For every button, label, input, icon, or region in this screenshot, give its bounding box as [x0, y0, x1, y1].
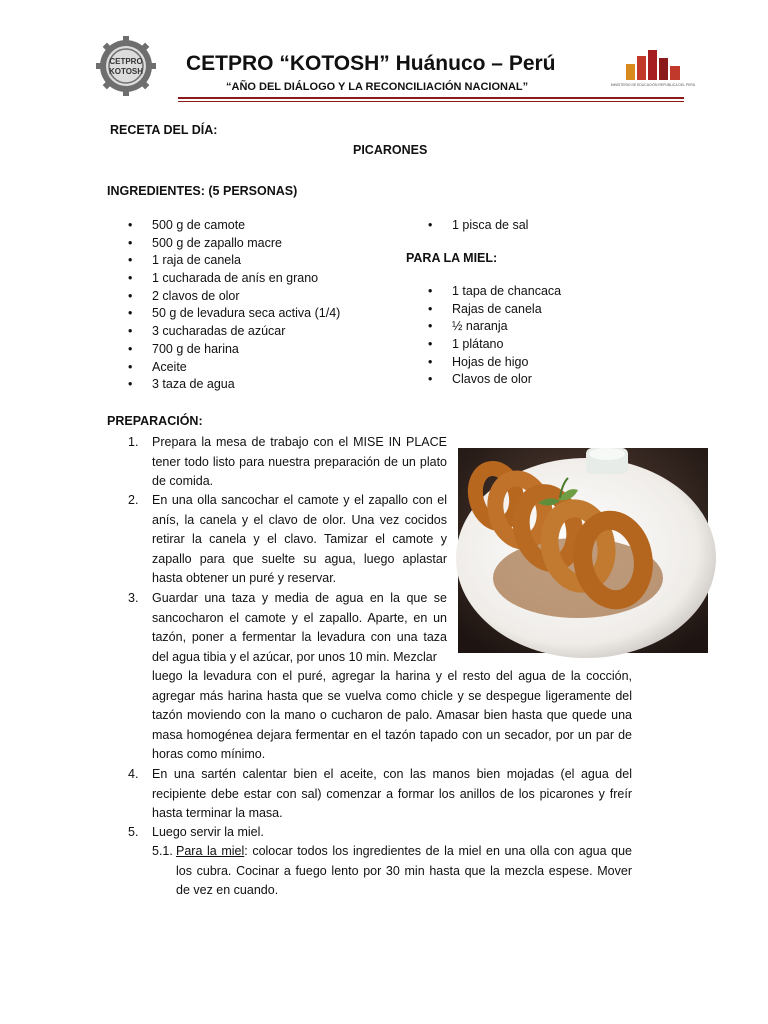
- step-text: En una olla sancochar el camote y el zapallo con el anís, la canela y el clavo de olor. Una vez cocidos retirar la canela y el clavo. Tamizar el camote y zapallo para que suelte su agua, luego aplastar hasta obtener un puré y reservar.: [152, 493, 447, 585]
- list-item: • Clavos de olor: [428, 371, 561, 389]
- page-subtitle: “AÑO DEL DIÁLOGO Y LA RECONCILIACIÓN NACIONAL”: [226, 81, 529, 93]
- step-number: 5.: [128, 825, 139, 839]
- substep-body: : colocar todos los ingredientes de la miel en una olla con agua que los cubra. Cocinar a fuego lento por 30 min hasta que la mezcla espese. Mover de vez en cuando.: [176, 844, 632, 897]
- step-text: Prepara la mesa de trabajo con el MISE IN PLACE tener todo listo para nuestra preparación de un plato de comida.: [152, 435, 447, 488]
- step-number: 4.: [128, 767, 139, 781]
- logo-left-text-1: CETPRO: [109, 57, 143, 66]
- list-item: • 700 g de harina: [128, 341, 340, 359]
- list-item: • ½ naranja: [428, 318, 561, 336]
- list-item: • 1 cucharada de anís en grano: [128, 270, 340, 288]
- list-item: • 1 raja de canela: [128, 252, 340, 270]
- ingredients-heading: INGREDIENTES: (5 PERSONAS): [107, 184, 298, 198]
- picarones-photo: [458, 448, 708, 653]
- step-text: Luego servir la miel.: [152, 825, 264, 839]
- list-item: • 2 clavos de olor: [128, 288, 340, 306]
- list-item: • 500 g de zapallo macre: [128, 235, 340, 253]
- list-item: • 3 cucharadas de azúcar: [128, 323, 340, 341]
- step-number: 2.: [128, 493, 139, 507]
- honey-ingredients-list: [428, 283, 561, 389]
- list-item: • 1 tapa de chancaca: [428, 283, 561, 301]
- list-item: • 500 g de camote: [128, 217, 340, 235]
- preparation-heading: PREPARACIÓN:: [107, 414, 203, 428]
- list-item: • Aceite: [128, 359, 340, 377]
- step-number: 1.: [128, 435, 139, 449]
- ministry-logo: [610, 48, 696, 92]
- recipe-label: RECETA DEL DÍA:: [110, 123, 218, 137]
- recipe-name: PICARONES: [353, 143, 428, 157]
- logo-left-text-2: KOTOSH: [108, 67, 144, 76]
- list-item: • Hojas de higo: [428, 354, 561, 372]
- page-title: CETPRO “KOTOSH” Huánuco – Perú: [186, 52, 556, 75]
- honey-heading: PARA LA MIEL:: [406, 251, 498, 265]
- step-text: En una sartén calentar bien el aceite, con las manos bien mojadas (el agua del recipiente debe estar con sal) comenzar a formar los anillos de los picarones y freír hasta terminar la masa.: [152, 767, 632, 820]
- substep-number: 5.1.: [152, 844, 173, 858]
- ingredients-list-2: [428, 217, 528, 235]
- list-item: • 1 plátano: [428, 336, 561, 354]
- ministry-caption: MINISTERIO DE EDUCACIÓN REPÚBLICA DEL PERÚ: [610, 83, 696, 87]
- list-item: • 1 pisca de sal: [428, 217, 528, 235]
- step-text: Guardar una taza y media de agua en la que se sancocharon el camote y el zapallo. Aparte, en un tazón, poner a fermentar la levadura con una taza del agua tibia y el azúcar, por unos 10 min. Mezclar: [152, 591, 447, 664]
- header-rule: [178, 97, 684, 99]
- substep-text: [176, 842, 632, 901]
- header-rule-thin: [178, 101, 684, 102]
- list-item: • 3 taza de agua: [128, 376, 340, 394]
- ingredients-list: [128, 217, 340, 394]
- step-number: 3.: [128, 591, 139, 605]
- substep-label: Para la miel: [176, 844, 245, 858]
- cetpro-logo: [96, 36, 156, 96]
- list-item: • Rajas de canela: [428, 301, 561, 319]
- list-item: • 50 g de levadura seca activa (1/4): [128, 305, 340, 323]
- step-text-continued: luego la levadura con el puré, agregar la harina y el resto del agua de la cocción, agregar más harina hasta que se vuelva como chicle y se despegue ligeramente del tazón moviendo con la mano o cucharon de palo. Amasar bien hasta que quede una masa homogénea dejara fermentar en el tazón tapado con un secador, por un par de horas como mínimo.: [152, 669, 632, 761]
